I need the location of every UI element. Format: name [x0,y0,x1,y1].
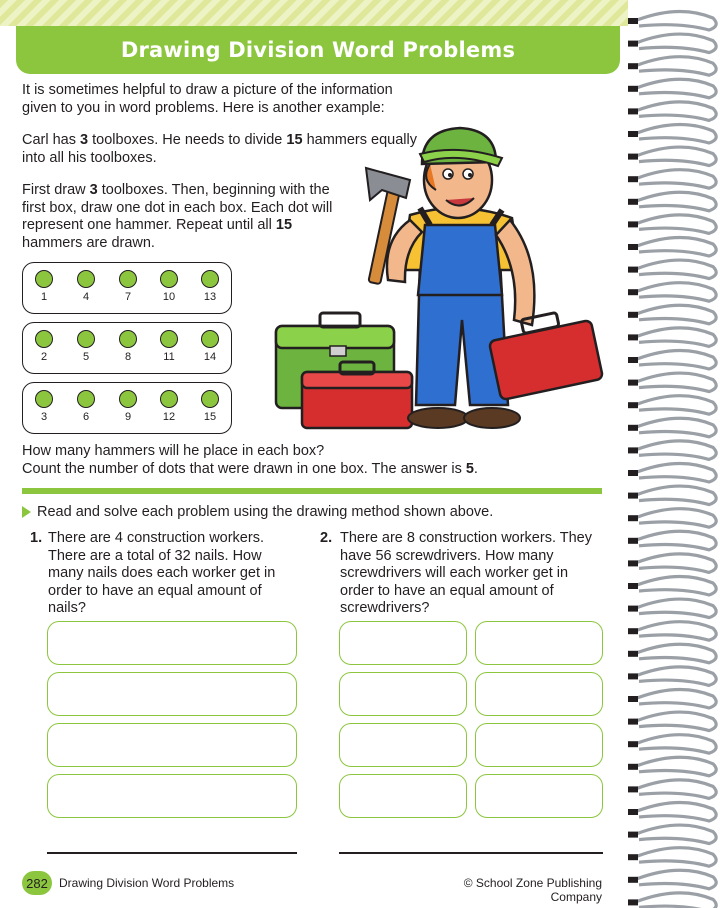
dot-number: 15 [203,411,217,423]
answer-line[interactable] [47,852,297,854]
spiral-coil [637,599,716,618]
page-title: Drawing Division Word Problems [120,38,516,62]
dot-number: 10 [162,291,176,303]
spiral-coil [637,689,716,708]
spiral-coil [637,147,716,166]
question-line-2 [22,461,602,479]
problem-2-number: 2. [320,530,333,546]
spiral-coil [637,463,716,482]
spiral-coil [637,237,716,256]
question-text [22,443,602,478]
spiral-coil [637,870,716,889]
binding-hole [628,786,638,792]
spiral-coil [637,11,716,30]
spiral-coil [637,667,716,686]
top-stripe [0,0,628,26]
spiral-coil [637,622,716,641]
answer-box[interactable] [475,672,603,716]
steps-toolbox-count: 3 [89,182,98,198]
spiral-coil [637,531,716,550]
spiral-coil [637,509,716,528]
binding-hole [628,199,638,205]
hammer-dot [35,330,53,348]
problem-2-text: There are 8 construction workers. They have 56 screwdrivers. How many screwdrivers will each worker get in order to have an equal amount of screwdrivers? [340,530,592,616]
answer-box[interactable] [47,723,297,767]
hammer-dot [160,270,178,288]
steps-hammer-count: 15 [275,217,293,233]
hammer-dot [160,390,178,408]
dot-number: 14 [203,351,217,363]
worker-illustration [270,120,610,440]
spiral-coil [637,576,716,595]
spiral-coil [637,735,716,754]
dot-item [29,270,59,303]
spiral-coil [637,893,716,908]
dot-number: 7 [124,291,132,303]
dot-number: 1 [40,291,48,303]
binding-hole [628,899,638,905]
spiral-coil [637,802,716,821]
toolbox-dots-1 [22,262,232,314]
problem-1-text: There are 4 construction workers. There are a total of 32 nails. How many nails does each worker get in order to have an equal amount of nails? [48,530,276,616]
binding-hole [628,493,638,499]
binding-hole [628,289,638,295]
dot-number: 5 [82,351,90,363]
binding-hole [628,606,638,612]
spiral-coil [637,170,716,189]
footer-title: Drawing Division Word Problems [59,876,235,890]
binding-hole [628,244,638,250]
spiral-coil [637,305,716,324]
dot-item [29,390,59,423]
answer-box[interactable] [47,774,297,818]
spiral-coil [637,441,716,460]
binding-hole [628,877,638,883]
triangle-bullet-icon [22,506,31,518]
answer-box[interactable] [47,621,297,665]
binding-hole [628,312,638,318]
spiral-coil [637,780,716,799]
dot-number: 8 [124,351,132,363]
dot-item [154,390,184,423]
spiral-coil [637,396,716,415]
spiral-coil [637,124,716,143]
hammer-dot [77,330,95,348]
binding-hole [628,425,638,431]
binding-hole [628,673,638,679]
hammer-dot [160,330,178,348]
section-divider [22,488,602,494]
intro-line-1: It is sometimes helpful to draw a picture of the information [22,82,393,98]
binding-hole [628,741,638,747]
intro-line-2: given to you in word problems. Here is another example: [22,99,385,116]
question-answer: 5 [465,460,474,477]
binding-hole [628,176,638,182]
hammer-dot [119,330,137,348]
dot-number: 11 [163,351,175,363]
problem-1-number: 1. [30,530,43,546]
red-toolbox-icon [302,362,412,428]
footer-copyright: © School Zone Publishing Company [463,876,602,904]
spiral-coil [637,215,716,234]
answer-box[interactable] [339,723,467,767]
dot-item [113,270,143,303]
toolbox-dots-2 [22,322,232,374]
spiral-coil [637,848,716,867]
binding-hole [628,628,638,634]
binding-hole [628,560,638,566]
answer-line[interactable] [339,852,603,854]
answer-box[interactable] [475,723,603,767]
binding-hole [628,696,638,702]
dot-number: 3 [40,411,48,423]
answer-box[interactable] [339,774,467,818]
hammer-dot [201,390,219,408]
intro-text [22,82,422,117]
spiral-coil [637,350,716,369]
dot-item [195,330,225,363]
steps-text-3: hammers are drawn. [22,234,155,251]
example-text-1: Carl has [22,132,81,148]
binding-hole [628,538,638,544]
binding-hole [628,86,638,92]
toolbox-dots-3 [22,382,232,434]
dot-item [154,330,184,363]
spiral-coil [637,418,716,437]
page-number: 282 [22,871,52,895]
spiral-coil [637,486,716,505]
steps-text-2: toolboxes. Then, beginning with the first box, draw one dot in each box. Each dot will represent one hammer. Repeat until all [22,182,333,233]
dot-number: 4 [82,291,90,303]
binding-hole [628,809,638,815]
spiral-coil [637,328,716,347]
binding-hole [628,447,638,453]
hammer-dot [77,390,95,408]
answer-box[interactable] [475,774,603,818]
spiral-coil [637,34,716,53]
question-line-2-end: . [473,460,478,477]
spiral-coil [637,373,716,392]
dot-item [113,330,143,363]
dot-number: 9 [124,411,132,423]
spiral-coil [637,757,716,776]
spiral-coil [637,260,716,279]
spiral-coil [637,79,716,98]
binding-hole [628,470,638,476]
dot-number: 6 [82,411,90,423]
spiral-coil [637,192,716,211]
dot-item [71,330,101,363]
spiral-coil [637,644,716,663]
carried-toolbox-icon [489,312,603,400]
binding-hole [628,267,638,273]
binding-hole [628,221,638,227]
hammer-dot [35,390,53,408]
dot-number: 2 [40,351,48,363]
binding-hole [628,41,638,47]
binding-hole [628,131,638,137]
binding-hole [628,832,638,838]
binding-hole [628,651,638,657]
binding-hole [628,108,638,114]
binding-hole [628,402,638,408]
binding-hole [628,357,638,363]
binding-hole [628,334,638,340]
answer-box[interactable] [475,621,603,665]
binding-hole [628,583,638,589]
binding-hole [628,515,638,521]
example-hammer-count: 15 [286,132,303,148]
spiral-coil [637,712,716,731]
dot-item [195,390,225,423]
spiral-coil [637,102,716,121]
spiral-coil [637,825,716,844]
hammer-dot [77,270,95,288]
title-bar [16,26,620,74]
dot-number: 13 [203,291,217,303]
dot-item [71,270,101,303]
hammer-dot [119,270,137,288]
hammer-dot [35,270,53,288]
hammer-dot [201,330,219,348]
spiral-coil [637,554,716,573]
answer-box[interactable] [339,621,467,665]
hammer-dot [201,270,219,288]
binding-hole [628,854,638,860]
spiral-coil [637,57,716,76]
binding-hole [628,380,638,386]
answer-box[interactable] [47,672,297,716]
dot-item [71,390,101,423]
instructions [22,504,493,520]
dot-item [29,330,59,363]
example-text-2: toolboxes. He needs to divide [88,132,287,148]
question-line-2-text: Count the number of dots that were drawn in one box. The answer is [22,460,466,477]
binding-hole [628,63,638,69]
steps-text-1: First draw [22,182,90,198]
dot-number: 12 [162,411,176,423]
spiral-binding [625,0,720,908]
dot-item [154,270,184,303]
instructions-text: Read and solve each problem using the drawing method shown above. [37,504,494,520]
example-toolbox-count: 3 [80,132,89,148]
question-line-1: How many hammers will he place in each box? [22,443,325,459]
answer-box[interactable] [339,672,467,716]
dot-item [113,390,143,423]
binding-hole [628,18,638,24]
binding-hole [628,719,638,725]
dot-item [195,270,225,303]
binding-hole [628,764,638,770]
hammer-dot [119,390,137,408]
example-text-3: hammers equally into all his toolboxes. [22,132,417,166]
spiral-coil [637,283,716,302]
binding-hole [628,154,638,160]
